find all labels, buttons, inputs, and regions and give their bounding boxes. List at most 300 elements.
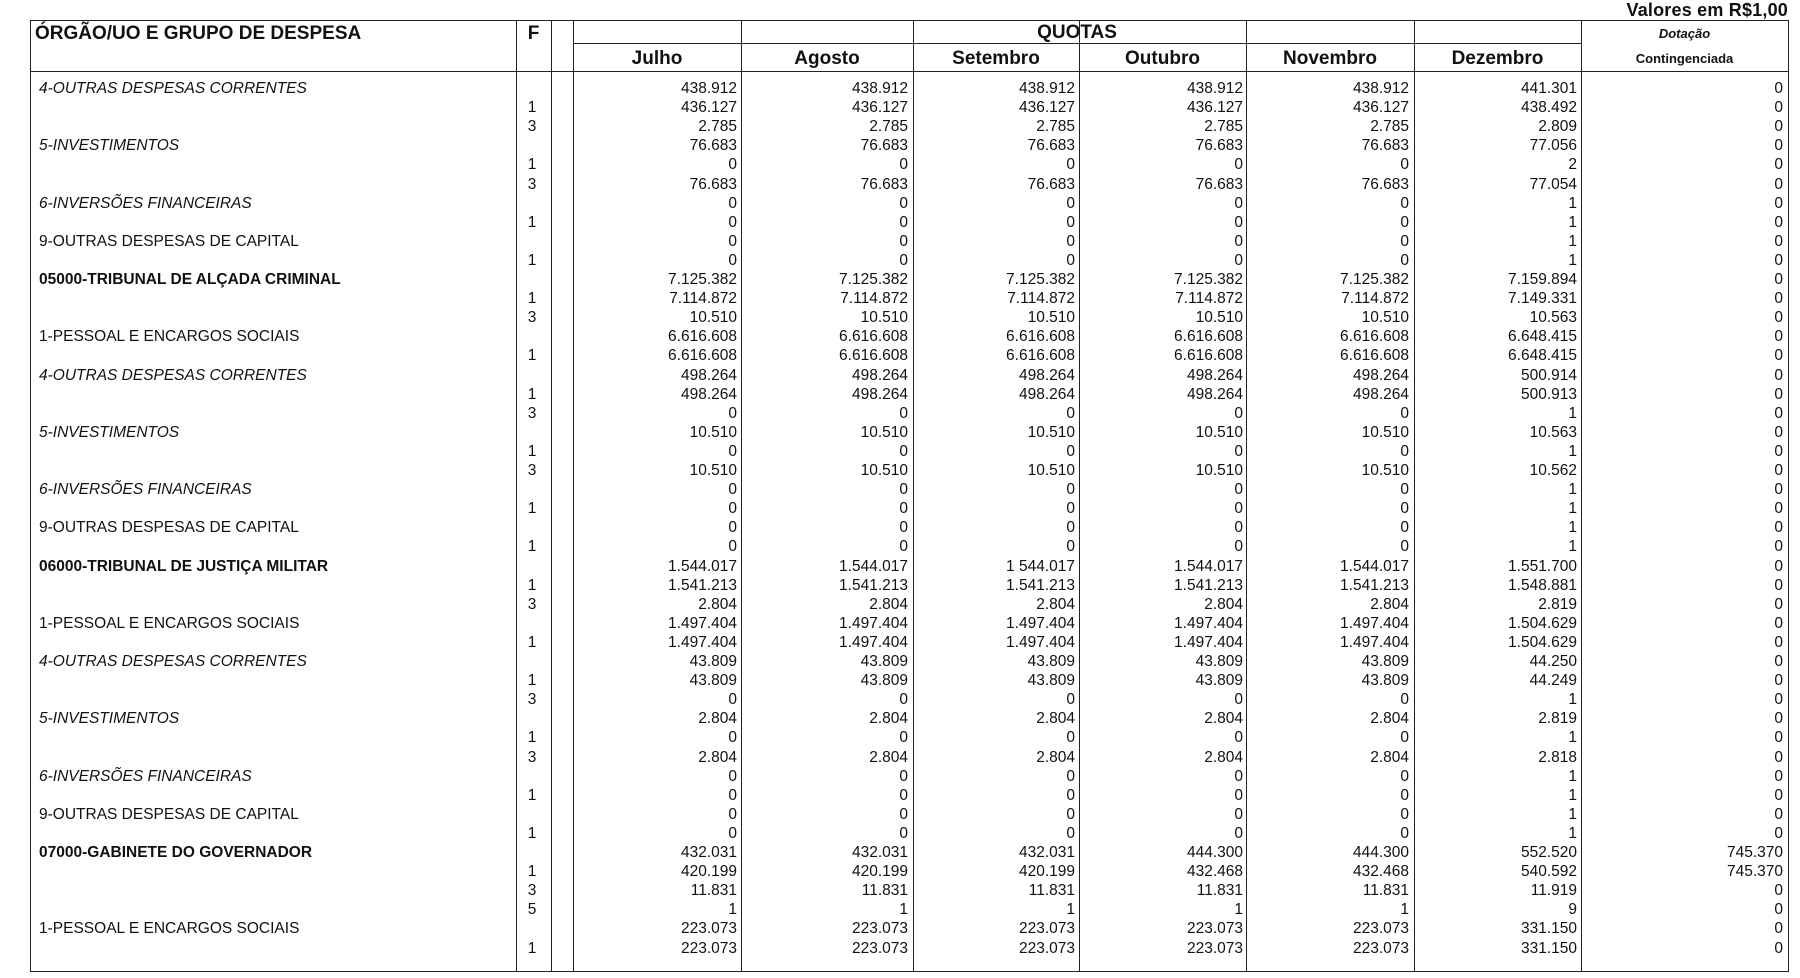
row-value: 10.510 xyxy=(689,423,737,441)
row-value: 0 xyxy=(1400,194,1409,212)
row-value: 10.510 xyxy=(860,309,908,327)
row-value: 6.616.608 xyxy=(839,347,908,365)
row-value: 1 xyxy=(1568,213,1577,231)
row-value: 331.150 xyxy=(1520,920,1577,938)
row-value: 0 xyxy=(1400,519,1409,537)
table-row xyxy=(31,518,1789,537)
table-row xyxy=(31,614,1789,633)
row-label: 5-INVESTIMENTOS xyxy=(39,710,180,728)
col-header-outubro: Outubro xyxy=(1125,48,1200,69)
col-header-quotas: QUOTAS xyxy=(1037,22,1117,43)
row-value: 76.683 xyxy=(1361,175,1409,193)
col-header-contingenciada: Contingenciada xyxy=(1635,51,1734,66)
col-header-dezembro: Dezembro xyxy=(1451,48,1544,69)
row-value: 6.616.608 xyxy=(1006,328,1075,346)
row-value: 0 xyxy=(1234,500,1243,518)
row-value: 0 xyxy=(1774,691,1783,709)
row-label: 06000-TRIBUNAL DE JUSTIÇA MILITAR xyxy=(39,557,329,575)
row-value: 11.831 xyxy=(1362,882,1409,900)
row-value: 0 xyxy=(1774,519,1783,537)
row-value: 10.563 xyxy=(1529,309,1577,327)
row-value: 1 xyxy=(1066,901,1075,919)
row-value: 0 xyxy=(1066,519,1075,537)
row-value: 498.264 xyxy=(1018,385,1075,403)
row-value: 420.199 xyxy=(680,863,737,881)
row-fonte: 1 xyxy=(527,786,537,804)
row-value: 0 xyxy=(1066,251,1075,269)
row-value: 0 xyxy=(1400,213,1409,231)
row-value: 7.114.872 xyxy=(1007,290,1075,308)
row-value: 0 xyxy=(1234,194,1243,212)
row-value: 0 xyxy=(1400,824,1409,842)
row-value: 10.510 xyxy=(1027,309,1075,327)
row-value: 6.616.608 xyxy=(1340,328,1409,346)
row-value: 6.616.608 xyxy=(1340,347,1409,365)
row-value: 0 xyxy=(1774,194,1783,212)
row-value: 0 xyxy=(899,251,908,269)
row-value: 0 xyxy=(728,729,737,747)
row-value: 0 xyxy=(1774,595,1783,613)
table-row xyxy=(31,194,1789,213)
row-fonte: 1 xyxy=(527,538,537,556)
row-value: 1.541.213 xyxy=(1174,576,1243,594)
row-value: 2.804 xyxy=(869,710,908,728)
row-value: 1.497.404 xyxy=(839,614,908,632)
row-value: 0 xyxy=(1774,805,1783,823)
col-header-julho: Julho xyxy=(631,48,683,69)
row-value: 0 xyxy=(1066,404,1075,422)
row-value: 441.301 xyxy=(1520,80,1577,97)
row-value: 2.785 xyxy=(869,118,908,136)
row-value: 498.264 xyxy=(680,366,737,384)
row-value: 0 xyxy=(1774,882,1783,900)
row-label: 1-PESSOAL E ENCARGOS SOCIAIS xyxy=(39,920,300,938)
row-value: 0 xyxy=(728,538,737,556)
row-fonte: 1 xyxy=(527,99,537,117)
row-value: 0 xyxy=(899,786,908,804)
row-value: 432.031 xyxy=(851,844,908,861)
row-value: 0 xyxy=(1774,347,1783,365)
row-value: 0 xyxy=(1400,500,1409,518)
row-value: 1 xyxy=(1568,194,1577,212)
row-value: 0 xyxy=(1234,691,1243,709)
row-value: 1.544.017 xyxy=(839,557,908,575)
col-header-setembro: Setembro xyxy=(952,48,1040,69)
row-value: 10.563 xyxy=(1529,423,1577,441)
row-value: 43.809 xyxy=(1361,672,1409,690)
row-label: 5-INVESTIMENTOS xyxy=(39,423,180,441)
row-value: 10.510 xyxy=(1027,462,1075,479)
row-value: 420.199 xyxy=(851,863,908,881)
row-value: 500.913 xyxy=(1520,385,1577,403)
row-label: 6-INVERSÕES FINANCEIRAS xyxy=(39,767,252,785)
row-value: 76.683 xyxy=(689,175,737,193)
table-row xyxy=(31,805,1789,824)
row-value: 0 xyxy=(1774,481,1783,499)
row-value: 1 xyxy=(1568,251,1577,269)
table-row xyxy=(31,442,1789,461)
row-value: 43.809 xyxy=(1361,653,1409,670)
row-value: 2.804 xyxy=(1036,595,1075,613)
row-value: 1.504.629 xyxy=(1508,614,1577,632)
row-value: 1.497.404 xyxy=(668,633,737,651)
row-value: 432.468 xyxy=(1186,863,1243,881)
row-value: 76.683 xyxy=(1027,175,1075,193)
row-value: 2.785 xyxy=(1370,118,1409,136)
row-value: 0 xyxy=(899,767,908,785)
row-value: 6.616.608 xyxy=(1174,347,1243,365)
row-value: 0 xyxy=(1774,500,1783,518)
table-row xyxy=(31,289,1789,308)
row-value: 0 xyxy=(1234,442,1243,460)
row-value: 0 xyxy=(1774,137,1783,155)
table-row xyxy=(31,499,1789,518)
row-value: 0 xyxy=(1774,462,1783,479)
row-value: 498.264 xyxy=(1186,366,1243,384)
row-value: 10.510 xyxy=(1361,309,1409,327)
table-row xyxy=(31,480,1789,499)
table-row xyxy=(31,881,1789,900)
row-value: 0 xyxy=(1234,213,1243,231)
row-value: 436.127 xyxy=(1352,99,1409,117)
table-row xyxy=(31,175,1789,194)
table-row xyxy=(31,748,1789,767)
row-value: 1 xyxy=(1568,519,1577,537)
row-value: 540.592 xyxy=(1520,863,1577,881)
row-value: 76.683 xyxy=(689,137,737,155)
row-value: 11.831 xyxy=(1196,882,1243,900)
row-value: 0 xyxy=(1774,748,1783,766)
row-label: 1-PESSOAL E ENCARGOS SOCIAIS xyxy=(39,328,300,346)
row-value: 432.031 xyxy=(1018,844,1075,861)
row-value: 0 xyxy=(1774,328,1783,346)
row-value: 745.370 xyxy=(1726,863,1783,881)
row-value: 2.804 xyxy=(1036,748,1075,766)
row-value: 438.492 xyxy=(1520,99,1577,117)
row-fonte: 3 xyxy=(527,309,537,327)
table-row xyxy=(31,862,1789,881)
row-value: 0 xyxy=(899,213,908,231)
row-value: 1 544.017 xyxy=(1006,557,1075,575)
row-value: 1 xyxy=(1568,481,1577,499)
row-value: 1.497.404 xyxy=(1006,614,1075,632)
row-value: 438.912 xyxy=(1186,80,1243,97)
row-value: 2.804 xyxy=(698,748,737,766)
row-value: 0 xyxy=(1234,729,1243,747)
row-value: 0 xyxy=(899,519,908,537)
row-value: 0 xyxy=(728,442,737,460)
row-value: 0 xyxy=(1234,767,1243,785)
row-fonte: 3 xyxy=(527,175,537,193)
row-value: 0 xyxy=(899,824,908,842)
row-value: 0 xyxy=(899,500,908,518)
row-value: 2.818 xyxy=(1538,748,1577,766)
row-value: 0 xyxy=(1066,824,1075,842)
row-value: 436.127 xyxy=(1186,99,1243,117)
row-value: 552.520 xyxy=(1520,844,1577,861)
row-value: 10.510 xyxy=(1195,423,1243,441)
row-value: 2.804 xyxy=(869,595,908,613)
row-value: 2.819 xyxy=(1538,595,1577,613)
row-value: 2.809 xyxy=(1538,118,1577,136)
row-value: 0 xyxy=(899,404,908,422)
row-value: 0 xyxy=(1400,767,1409,785)
row-value: 1 xyxy=(1568,805,1577,823)
table-row xyxy=(31,709,1789,728)
row-fonte: 1 xyxy=(527,939,537,957)
row-value: 0 xyxy=(1774,920,1783,938)
row-label: 5-INVESTIMENTOS xyxy=(39,137,180,155)
table-row xyxy=(31,385,1789,404)
row-value: 0 xyxy=(728,232,737,250)
table-row xyxy=(31,939,1789,958)
row-value: 0 xyxy=(1774,557,1783,575)
row-value: 0 xyxy=(1066,213,1075,231)
row-value: 331.150 xyxy=(1520,939,1577,957)
table-row xyxy=(31,327,1789,346)
row-value: 0 xyxy=(1234,824,1243,842)
row-value: 0 xyxy=(1400,538,1409,556)
row-value: 7.114.872 xyxy=(669,290,737,308)
row-value: 7.114.872 xyxy=(840,290,908,308)
row-value: 0 xyxy=(1774,213,1783,231)
row-value: 0 xyxy=(1066,156,1075,174)
row-value: 0 xyxy=(1234,519,1243,537)
row-value: 0 xyxy=(899,691,908,709)
row-label: 07000-GABINETE DO GOVERNADOR xyxy=(39,844,313,861)
row-fonte: 1 xyxy=(527,500,537,518)
row-value: 1 xyxy=(1400,901,1409,919)
row-value: 2.785 xyxy=(1204,118,1243,136)
row-value: 0 xyxy=(1774,271,1783,288)
row-value: 0 xyxy=(728,824,737,842)
row-value: 77.054 xyxy=(1529,175,1577,193)
table-row xyxy=(31,308,1789,327)
row-value: 223.073 xyxy=(1352,920,1409,938)
row-value: 2.804 xyxy=(1370,710,1409,728)
table-row xyxy=(31,79,1789,98)
row-fonte: 1 xyxy=(527,863,537,881)
row-value: 0 xyxy=(1400,251,1409,269)
row-value: 0 xyxy=(728,519,737,537)
table-row xyxy=(31,537,1789,556)
row-value: 0 xyxy=(1774,366,1783,384)
row-value: 0 xyxy=(1774,653,1783,670)
row-value: 0 xyxy=(1400,442,1409,460)
row-value: 7.125.382 xyxy=(839,271,908,288)
row-value: 1.541.213 xyxy=(839,576,908,594)
row-value: 7.125.382 xyxy=(668,271,737,288)
row-value: 1 xyxy=(1568,729,1577,747)
row-value: 0 xyxy=(1774,251,1783,269)
row-value: 43.809 xyxy=(1027,672,1075,690)
row-fonte: 1 xyxy=(527,213,537,231)
row-value: 10.510 xyxy=(1361,462,1409,479)
row-value: 0 xyxy=(1774,786,1783,804)
row-fonte: 1 xyxy=(527,290,537,308)
row-value: 0 xyxy=(899,805,908,823)
row-value: 498.264 xyxy=(1352,366,1409,384)
row-value: 223.073 xyxy=(1352,939,1409,957)
row-value: 1.541.213 xyxy=(1340,576,1409,594)
table-row xyxy=(31,843,1789,862)
row-value: 1 xyxy=(899,901,908,919)
row-value: 0 xyxy=(1774,423,1783,441)
row-fonte: 3 xyxy=(527,595,537,613)
row-value: 11.831 xyxy=(1028,882,1075,900)
row-value: 0 xyxy=(728,404,737,422)
row-value: 1 xyxy=(1568,442,1577,460)
row-value: 76.683 xyxy=(1195,137,1243,155)
row-value: 0 xyxy=(1066,232,1075,250)
row-value: 1.497.404 xyxy=(1340,633,1409,651)
row-value: 2.804 xyxy=(1204,748,1243,766)
row-value: 77.056 xyxy=(1529,137,1577,155)
row-value: 6.616.608 xyxy=(839,328,908,346)
row-value: 436.127 xyxy=(1018,99,1075,117)
table-row xyxy=(31,270,1789,289)
row-value: 0 xyxy=(1234,538,1243,556)
row-value: 1.548.881 xyxy=(1508,576,1577,594)
row-value: 1 xyxy=(1568,824,1577,842)
row-value: 1 xyxy=(1568,538,1577,556)
table-row xyxy=(31,213,1789,232)
row-value: 223.073 xyxy=(680,920,737,938)
row-value: 76.683 xyxy=(1027,137,1075,155)
row-fonte: 3 xyxy=(527,748,537,766)
row-value: 0 xyxy=(1774,729,1783,747)
row-value: 76.683 xyxy=(1361,137,1409,155)
row-value: 0 xyxy=(899,442,908,460)
quota-table xyxy=(30,20,1789,972)
row-value: 43.809 xyxy=(1027,653,1075,670)
row-value: 10.510 xyxy=(1195,309,1243,327)
row-value: 1 xyxy=(1234,901,1243,919)
table-row xyxy=(31,767,1789,786)
row-label: 9-OUTRAS DESPESAS DE CAPITAL xyxy=(39,805,299,823)
row-value: 0 xyxy=(1234,786,1243,804)
table-row xyxy=(31,136,1789,155)
units-label: Valores em R$1,00 xyxy=(1626,0,1788,20)
row-value: 44.250 xyxy=(1529,653,1577,670)
row-value: 0 xyxy=(1774,901,1783,919)
row-value: 432.031 xyxy=(680,844,737,861)
table-row xyxy=(31,900,1789,919)
row-value: 76.683 xyxy=(860,175,908,193)
row-value: 6.616.608 xyxy=(1174,328,1243,346)
row-value: 6.616.608 xyxy=(1006,347,1075,365)
row-value: 6.616.608 xyxy=(668,347,737,365)
row-value: 76.683 xyxy=(1195,175,1243,193)
row-value: 0 xyxy=(1234,805,1243,823)
row-value: 1.551.700 xyxy=(1508,557,1577,575)
row-value: 10.510 xyxy=(689,309,737,327)
row-value: 223.073 xyxy=(1018,939,1075,957)
row-value: 223.073 xyxy=(851,939,908,957)
row-value: 1 xyxy=(1568,232,1577,250)
row-value: 436.127 xyxy=(680,99,737,117)
row-value: 0 xyxy=(1774,538,1783,556)
row-value: 43.809 xyxy=(1195,653,1243,670)
row-value: 223.073 xyxy=(1018,920,1075,938)
row-value: 438.912 xyxy=(1018,80,1075,97)
row-value: 0 xyxy=(1774,576,1783,594)
row-value: 9 xyxy=(1568,901,1577,919)
row-value: 223.073 xyxy=(1186,920,1243,938)
row-value: 2.804 xyxy=(698,595,737,613)
row-value: 0 xyxy=(1400,729,1409,747)
row-value: 0 xyxy=(1774,80,1783,97)
row-value: 0 xyxy=(728,786,737,804)
row-value: 10.510 xyxy=(1027,423,1075,441)
row-value: 0 xyxy=(1066,805,1075,823)
row-value: 7.159.894 xyxy=(1508,271,1577,288)
row-value: 2.804 xyxy=(1204,595,1243,613)
row-value: 2.804 xyxy=(869,748,908,766)
row-value: 1.541.213 xyxy=(1006,576,1075,594)
row-value: 0 xyxy=(899,538,908,556)
row-value: 444.300 xyxy=(1352,844,1409,861)
row-value: 0 xyxy=(1774,633,1783,651)
table-row xyxy=(31,786,1789,805)
row-value: 0 xyxy=(899,232,908,250)
row-value: 10.510 xyxy=(860,423,908,441)
row-label: 4-OUTRAS DESPESAS CORRENTES xyxy=(39,366,307,384)
row-value: 0 xyxy=(1234,481,1243,499)
row-value: 498.264 xyxy=(851,385,908,403)
row-value: 10.510 xyxy=(1361,423,1409,441)
row-value: 0 xyxy=(1066,481,1075,499)
row-fonte: 1 xyxy=(527,442,537,460)
row-fonte: 1 xyxy=(527,672,537,690)
row-value: 438.912 xyxy=(1352,80,1409,97)
row-value: 0 xyxy=(1774,118,1783,136)
row-value: 0 xyxy=(1400,805,1409,823)
row-value: 0 xyxy=(1400,786,1409,804)
row-fonte: 1 xyxy=(527,385,537,403)
row-label: 1-PESSOAL E ENCARGOS SOCIAIS xyxy=(39,614,300,632)
row-fonte: 3 xyxy=(527,404,537,422)
row-fonte: 1 xyxy=(527,824,537,842)
row-value: 0 xyxy=(728,805,737,823)
row-fonte: 3 xyxy=(527,691,537,709)
row-value: 1 xyxy=(1568,691,1577,709)
row-value: 0 xyxy=(1066,786,1075,804)
row-value: 6.616.608 xyxy=(668,328,737,346)
row-value: 43.809 xyxy=(689,653,737,670)
table-row xyxy=(31,366,1789,385)
row-value: 0 xyxy=(1400,691,1409,709)
row-value: 0 xyxy=(899,194,908,212)
row-value: 2.804 xyxy=(1370,748,1409,766)
table-row xyxy=(31,595,1789,614)
col-header-f: F xyxy=(527,23,540,44)
row-value: 1 xyxy=(1568,500,1577,518)
col-header-agosto: Agosto xyxy=(794,48,860,69)
row-value: 1.497.404 xyxy=(839,633,908,651)
row-value: 0 xyxy=(1774,99,1783,117)
row-value: 1 xyxy=(1568,767,1577,785)
row-value: 0 xyxy=(1774,232,1783,250)
row-value: 0 xyxy=(1774,175,1783,193)
row-value: 0 xyxy=(1774,767,1783,785)
row-value: 0 xyxy=(728,691,737,709)
row-value: 0 xyxy=(1774,824,1783,842)
row-value: 498.264 xyxy=(1352,385,1409,403)
row-value: 2.804 xyxy=(1036,710,1075,728)
row-value: 0 xyxy=(728,156,737,174)
row-value: 7.125.382 xyxy=(1340,271,1409,288)
